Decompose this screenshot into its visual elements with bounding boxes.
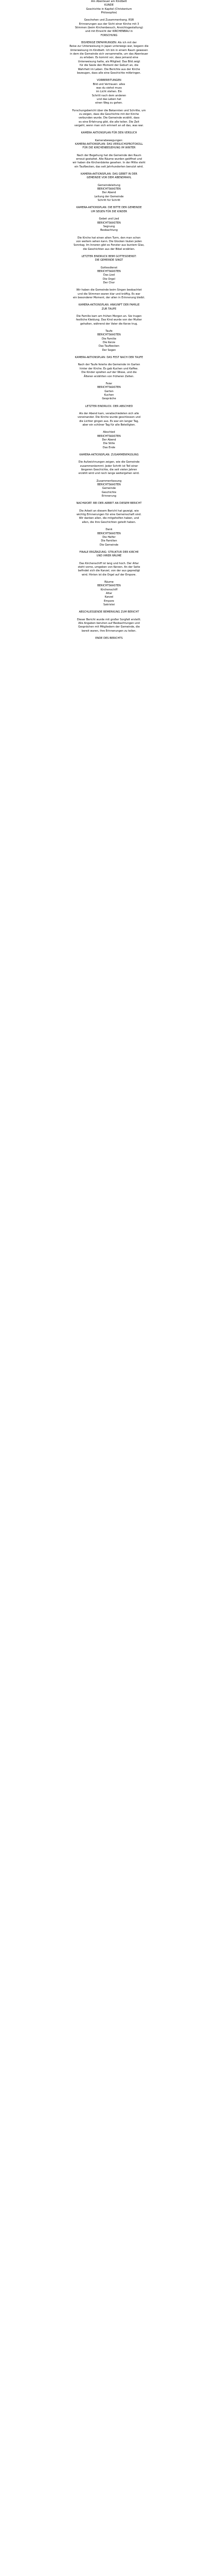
text-line: Als der Abend kam, verabschiedeten sich alle bbox=[79, 412, 139, 415]
text-line: bereit waren, ihre Erinnerungen zu teilen. bbox=[81, 629, 137, 633]
paragraph bbox=[0, 405, 218, 409]
paragraph bbox=[0, 236, 218, 251]
paragraph bbox=[0, 266, 218, 285]
paragraph-gap bbox=[0, 547, 218, 551]
paragraph-gap bbox=[0, 558, 218, 562]
paragraph bbox=[0, 41, 218, 75]
text-line: Nach der Taufe feierte die Gemeinde im Garten bbox=[78, 363, 140, 367]
text-line: Wahrheit im Leben. Die Berichte aus der Kirche bbox=[78, 67, 140, 71]
text-line: in dem die Gemeinde sich versammelte, um das Abenteuer bbox=[69, 53, 149, 56]
text-line: Philosophie) bbox=[101, 11, 117, 15]
paragraph-gap bbox=[0, 135, 218, 139]
text-line: KAMERA-AKTIONSPLAN: DAS GEBET IN DER bbox=[81, 173, 137, 176]
text-line: ein besonderer Moment, der allen in Erinnerung bleibt. bbox=[72, 296, 146, 299]
paragraph bbox=[0, 217, 218, 232]
paragraph bbox=[0, 109, 218, 128]
paragraph-gap bbox=[0, 38, 218, 41]
paragraph bbox=[0, 502, 218, 505]
text-line: Schritt nach dem anderen bbox=[92, 94, 126, 97]
text-line: Geschichte in Kapitel (Christentum bbox=[86, 7, 132, 11]
text-line: Gottesdienst bbox=[100, 266, 118, 269]
text-line: erneut gestaltet. Alle Räume wurden geöffnet und bbox=[76, 158, 142, 161]
text-line: BERICHTSKASTEN bbox=[97, 386, 121, 389]
text-line: Der Chor bbox=[103, 281, 115, 284]
text-line: Die Kinder spielten auf der Wiese, und die bbox=[81, 371, 137, 375]
text-line: BERICHTSKASTEN bbox=[97, 584, 121, 588]
text-line: zu erleben. Es kommt vor, dass jemand eine bbox=[80, 56, 138, 60]
text-line: Reise zur Unterweisung in Japan unterwegs war, begann die bbox=[69, 45, 149, 48]
text-line: KAMERA-AKTIONSPLAN: ZUSAMMENFASSUNG bbox=[79, 453, 139, 456]
text-line: erzählt wird und noch lange weitergehen wird. bbox=[78, 472, 140, 476]
paragraph bbox=[0, 173, 218, 180]
paragraph bbox=[0, 303, 218, 311]
paragraph-gap bbox=[0, 401, 218, 405]
paragraph bbox=[0, 0, 218, 15]
paragraph-gap bbox=[0, 326, 218, 330]
text-line: Taufe bbox=[105, 330, 113, 333]
paragraph-gap bbox=[0, 180, 218, 184]
paragraph bbox=[0, 79, 218, 105]
text-line: Wir haben die Gemeinde beim Singen beobachtet bbox=[76, 289, 142, 292]
text-line: Schritt für Schritt bbox=[98, 199, 120, 202]
paragraph bbox=[0, 184, 218, 203]
text-line: Empore bbox=[104, 599, 114, 603]
text-line: befindet sich die Kanzel, von der aus gepredigt bbox=[78, 569, 140, 573]
text-line: Gespräche bbox=[102, 397, 116, 401]
text-line: Räume bbox=[104, 580, 114, 584]
text-line: Bild und Vertrauen: alles bbox=[93, 82, 125, 86]
text-line: die Geschichten aus der Bibel erzählen. bbox=[83, 247, 135, 251]
text-line: hinter der Kirche. Es gab Kuchen und Kaffee. bbox=[79, 367, 139, 370]
text-line: Kamerabewegungen: bbox=[95, 139, 123, 142]
paragraph-gap bbox=[0, 607, 218, 611]
paragraph bbox=[0, 330, 218, 352]
paragraph-gap bbox=[0, 202, 218, 206]
paragraph bbox=[0, 206, 218, 214]
text-line: Die Arbeit an diesem Bericht hat gezeigt, wie bbox=[79, 509, 139, 513]
text-line: von weitem sehen kann. Die Glocken läuten jeden bbox=[76, 240, 142, 243]
paragraph-gap bbox=[0, 498, 218, 502]
paragraph-gap bbox=[0, 15, 218, 19]
text-line: BERICHTSKASTEN bbox=[97, 532, 121, 535]
paragraph bbox=[0, 412, 218, 427]
text-line: FINALE ERGÄNZUNG: STRUKTUR DER KIRCHE bbox=[79, 550, 139, 554]
text-line: bezeugen, dass alle eine Geschichte mitbringen. bbox=[77, 71, 141, 75]
text-line: im Licht stehen. Ein bbox=[96, 90, 122, 94]
paragraph bbox=[0, 453, 218, 457]
text-line: Wir danken allen, die mitgeholfen haben, und bbox=[79, 517, 139, 520]
paragraph-gap bbox=[0, 640, 218, 644]
text-line: Abschied bbox=[103, 431, 115, 434]
paragraph-gap bbox=[0, 409, 218, 412]
text-line: einen Weg zu gehen. bbox=[95, 101, 123, 105]
paragraph bbox=[0, 382, 218, 401]
text-line: zu zeigen, dass die Geschichte mit der Kirche bbox=[79, 112, 139, 116]
text-line: Unterweisung hatte, als Mitglied. Das Bild zeigt bbox=[78, 60, 140, 63]
text-line: ABSCHLIESSENDE BEMERKUNG ZUM BERICHT bbox=[79, 611, 139, 614]
text-line: KAMERA-AKTIONSPLAN: DIE BITTE DER GEMEINDE bbox=[76, 206, 142, 210]
document bbox=[0, 0, 218, 644]
text-line: Der Abend bbox=[102, 191, 116, 195]
paragraph bbox=[0, 363, 218, 378]
text-line: Kuchen bbox=[104, 393, 114, 397]
text-line: Die Helfer bbox=[102, 535, 116, 539]
paragraph bbox=[0, 255, 218, 263]
text-line: Stimmen (beim Kirchenbesuch, Ansichtsgestaltung) bbox=[75, 26, 143, 30]
paragraph bbox=[0, 618, 218, 633]
text-line: Die Kerze bbox=[102, 341, 116, 345]
paragraph bbox=[0, 139, 218, 150]
text-line: KAMERA-AKTIONSPLAN: ANKUNFT DER FAMILIE bbox=[78, 303, 140, 307]
text-line: BISHERIGE ERFAHRUNGEN: Als ich mit der bbox=[81, 41, 137, 45]
text-line: voneinander. Die Kirche wurde geschlossen und bbox=[77, 416, 141, 419]
paragraph-gap bbox=[0, 285, 218, 289]
text-line: Am Abenteuer am Kindbett bbox=[91, 0, 127, 3]
text-line: Sonntag. Im Inneren gibt es Fenster aus buntem Glas, bbox=[74, 244, 144, 247]
text-line: FÜR DIE KIRCHENBEGEHUNG IM WINTER bbox=[82, 146, 136, 150]
paragraph bbox=[0, 131, 218, 135]
paragraph bbox=[0, 431, 218, 450]
text-line: BERICHTSKASTEN bbox=[97, 221, 121, 225]
text-line: Die Familien bbox=[101, 539, 117, 543]
text-line: Geschichte bbox=[101, 490, 117, 494]
text-line: Die Gemeinde bbox=[99, 543, 119, 547]
text-line: KAMERA-AKTIONSPLAN: DAS FEST NACH DER TAUFE bbox=[75, 356, 143, 360]
text-line: GEMEINDE VOR DEM ABENDMAHL bbox=[86, 176, 132, 180]
paragraph bbox=[0, 611, 218, 614]
text-line: ein Taufbecken, das seit Jahrhunderten benutzt wird. bbox=[74, 165, 144, 168]
text-line: Altar bbox=[105, 591, 113, 595]
text-line: Älteren erzählten von früheren Zeiten. bbox=[83, 375, 135, 378]
text-line: Dank bbox=[105, 528, 113, 532]
paragraph-gap bbox=[0, 633, 218, 637]
text-line: Die Familie bbox=[101, 337, 116, 341]
paragraph-gap bbox=[0, 150, 218, 154]
text-line: wird. Hinten ist die Orgel auf der Empore. bbox=[81, 573, 137, 577]
paragraph-gap bbox=[0, 450, 218, 453]
paragraph-gap bbox=[0, 75, 218, 79]
text-line: LETZTER EINDRUCK BEIM GOTTESDIENST: bbox=[81, 255, 137, 258]
paragraph bbox=[0, 562, 218, 577]
text-line: verbunden wurde. Die Gemeinde erzählt, dass bbox=[78, 116, 140, 120]
text-line: Zusammenfassung bbox=[96, 479, 122, 483]
text-line: die Lichter gingen aus. Es war ein langer Tag, bbox=[79, 419, 139, 423]
text-line: Gemeindeleitung bbox=[98, 183, 120, 187]
text-line: allen, die ihre Geschichten geteilt haben. bbox=[82, 520, 136, 524]
text-line: es eine Erfahrung gibt, die alle teilen. Die Zeit bbox=[79, 120, 139, 124]
text-line: DIE GEMEINDE SINGT bbox=[95, 259, 123, 262]
text-line: aber ein schöner Tag für alle Beteiligten. bbox=[82, 423, 136, 427]
text-line: BERICHTSKASTEN bbox=[97, 434, 121, 438]
paragraph bbox=[0, 315, 218, 326]
text-line: ENDE DES BERICHTS bbox=[95, 637, 123, 640]
text-line: BERICHTSKASTEN bbox=[97, 188, 121, 191]
text-line: für die Seele den Moment der Geburt an, die bbox=[79, 64, 139, 67]
text-line: Das Kirchenschiff ist lang und hoch. Der Altar bbox=[79, 562, 139, 565]
text-line: gehalten, während der Vater die Kerze trug. bbox=[80, 322, 138, 326]
paragraph bbox=[0, 480, 218, 499]
text-line: UM SEGEN FÜR DIE KINDER bbox=[90, 210, 128, 213]
paragraph-gap bbox=[0, 106, 218, 109]
text-line: Die Orgel bbox=[103, 277, 115, 281]
text-line: NACHWORT: BEI DER ARBEIT AN DIESEM BERICHT bbox=[76, 502, 142, 505]
paragraph-gap bbox=[0, 427, 218, 431]
paragraph bbox=[0, 19, 218, 38]
text-line: Erinnerung bbox=[101, 495, 117, 498]
text-line: KUNDE bbox=[104, 4, 114, 7]
text-line: BERICHTSKASTEN bbox=[97, 269, 121, 273]
paragraph-gap bbox=[0, 352, 218, 356]
text-line: und die Stimmen waren klar und kräftig. Es war bbox=[78, 292, 140, 296]
text-line: und das Leben hat bbox=[97, 97, 121, 101]
paragraph bbox=[0, 510, 218, 524]
text-line: Kanzel bbox=[104, 596, 114, 599]
paragraph-gap bbox=[0, 506, 218, 510]
text-line: KAMERA AKTIONSPLAN FÜR DEN VERSUCH bbox=[81, 131, 137, 135]
text-line: Nach der Begehung hat die Gemeinde den Raum bbox=[77, 154, 141, 157]
text-line: Geschehen und Zusammenhang. RSR bbox=[84, 19, 134, 22]
paragraph-gap bbox=[0, 577, 218, 581]
text-line: Alle Angaben beruhen auf Beobachtungen und bbox=[78, 622, 140, 625]
text-line: Der Abend bbox=[102, 438, 116, 442]
text-line: festliche Kleidung. Das Kind wurde von der Mutter bbox=[76, 318, 142, 322]
paragraph bbox=[0, 581, 218, 607]
paragraph bbox=[0, 289, 218, 300]
text-line: UND IHRER RÄUME bbox=[96, 554, 122, 558]
text-line: Leitung der Gemeinde bbox=[94, 195, 124, 198]
paragraph-gap bbox=[0, 233, 218, 236]
text-line: vergeht, wenn man sich erinnert an all das, was war. bbox=[74, 124, 144, 127]
text-line: Beobachtung bbox=[100, 229, 118, 232]
text-line: wichtig Erinnerungen für eine Gemeinschaft sind. bbox=[76, 513, 142, 517]
text-line: BERICHTSKASTEN bbox=[97, 483, 121, 487]
paragraph-gap bbox=[0, 169, 218, 173]
text-line: Gesprächen mit Mitgliedern der Gemeinde, die bbox=[78, 625, 140, 629]
text-line: und mit Einsicht der KIRCHENBAU in bbox=[85, 30, 133, 33]
text-line: längeren Geschichte, die seit vielen Jahren bbox=[81, 468, 137, 472]
text-line: Feier bbox=[105, 382, 113, 385]
paragraph bbox=[0, 356, 218, 360]
paragraph bbox=[0, 551, 218, 558]
text-line: wir haben die Kirchenbänke gesehen. In der Mitte steht bbox=[72, 161, 146, 165]
text-line: Der Segen bbox=[102, 348, 116, 352]
text-line: Die Kirche hat einen alten Turm, den man schon bbox=[77, 236, 141, 240]
paragraph bbox=[0, 637, 218, 640]
text-line: Das Lied bbox=[103, 274, 115, 277]
paragraph-gap bbox=[0, 214, 218, 217]
text-line: Garten bbox=[104, 389, 114, 393]
paragraph bbox=[0, 528, 218, 547]
text-line: Das Ende bbox=[102, 446, 116, 449]
text-line: VORBEREITUNGEN bbox=[97, 79, 121, 82]
text-line: LETZTER EINDRUCK: DER ABSCHIED bbox=[85, 404, 133, 408]
paragraph-gap bbox=[0, 263, 218, 266]
paragraph-gap bbox=[0, 476, 218, 480]
text-line: ZUR TAUFE bbox=[101, 307, 117, 311]
paragraph-gap bbox=[0, 251, 218, 255]
paragraph bbox=[0, 154, 218, 169]
text-line: Dieser Bericht wurde mit großer Sorgfalt erstellt. bbox=[77, 618, 141, 621]
text-line: Segnung bbox=[103, 225, 115, 228]
text-line: Kirchenschiff bbox=[100, 588, 118, 591]
text-line: zusammenkommt. Jeder Schritt ist Teil einer bbox=[80, 464, 138, 468]
paragraph-gap bbox=[0, 300, 218, 303]
text-line: Gemeinde bbox=[102, 487, 116, 490]
text-line: BERICHTSKASTEN bbox=[97, 333, 121, 337]
text-line: Das Taufbecken bbox=[98, 345, 120, 348]
paragraph-gap bbox=[0, 457, 218, 461]
paragraph-gap bbox=[0, 524, 218, 528]
text-line: Die Stille bbox=[103, 442, 115, 446]
paragraph bbox=[0, 461, 218, 476]
text-line: Die Aufzeichnungen zeigen, wie die Gemeinde bbox=[78, 461, 140, 464]
text-line: Erinnerungen aus der Sicht einer Kirche mit 3 bbox=[79, 22, 139, 26]
paragraph-gap bbox=[0, 360, 218, 363]
paragraph-gap bbox=[0, 615, 218, 618]
text-line: Unterweisung im Kindbett. Ich bin in einem Raum gewesen bbox=[70, 48, 148, 52]
paragraph-gap bbox=[0, 311, 218, 315]
text-line: was du siehst muss bbox=[96, 86, 122, 90]
text-line: steht vorne, umgeben von Kerzen. An der Seite bbox=[78, 565, 140, 569]
text-line: Die Familie kam am frühen Morgen an. Sie trugen bbox=[76, 315, 142, 318]
text-line: KAMERA-AKTIONSPLAN: DAS VERSUCHSPROTOKOLL bbox=[75, 143, 143, 146]
paragraph-gap bbox=[0, 379, 218, 382]
text-line: Forschungsbericht über die Bekannten und Schritte, um bbox=[72, 109, 146, 112]
text-line: Sakristei bbox=[103, 603, 115, 606]
text-line: Gebet und Lied bbox=[99, 217, 119, 221]
text-line: FORSCHUNG bbox=[100, 33, 118, 37]
